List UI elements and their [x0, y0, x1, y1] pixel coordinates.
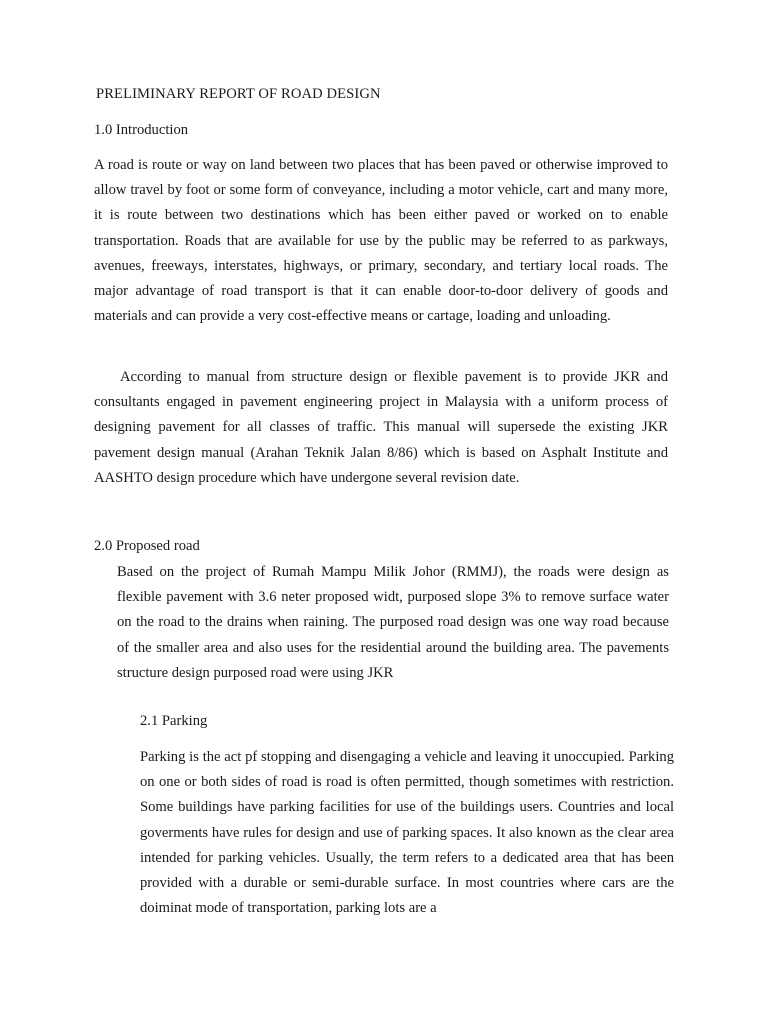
- section-heading-introduction: 1.0 Introduction: [94, 122, 189, 138]
- section-heading-parking: 2.1 Parking: [140, 713, 208, 729]
- section-heading-proposed-road: 2.0 Proposed road: [94, 538, 200, 554]
- proposed-road-paragraph: Based on the project of Rumah Mampu Milik Johor (RMMJ), the roads were design as flexible pavement with 3.6 neter proposed widt, purposed slope 3% to remove surface water on the road to the drains when raining. The purposed road design was one way road because of the smaller area and also uses for the residential around the building area. The pavements structure design purposed road were using JKR: [117, 564, 669, 681]
- introduction-paragraph-2: According to manual from structure design or flexible pavement is to provide JKR and consultants engaged in pavement engineering project in Malaysia with a uniform process of designing pavement for all classes of traffic. This manual will supersede the existing JKR pavement design manual (Arahan Teknik Jalan 8/86) which is based on Asphalt Institute and AASHTO design procedure which have undergone several revision date.: [94, 369, 668, 486]
- introduction-paragraph-1: A road is route or way on land between two places that has been paved or otherwise improved to allow travel by foot or some form of conveyance, including a motor vehicle, cart and many more, it is route between two destinations which has been either paved or worked on to enable transportation. Roads that are available for use by the public may be referred to as parkways, avenues, freeways, interstates, highways, or primary, secondary, and tertiary local roads. The major advantage of road transport is that it can enable door-to-door delivery of goods and materials and can provide a very cost-effective means or cartage, loading and unloading.: [94, 157, 668, 325]
- document-title: PRELIMINARY REPORT OF ROAD DESIGN: [96, 86, 381, 102]
- parking-paragraph: Parking is the act pf stopping and disengaging a vehicle and leaving it unoccupied. Parking on one or both sides of road is road is often permitted, though sometimes with restriction. Some buildings have parking facilities for use of the buildings users. Countries and local goverments have rules for design and use of parking spaces. It also known as the clear area intended for parking vehicles. Usually, the term refers to a dedicated area that has been provided with a durable or semi-durable surface. In most countries where cars are the doiminat mode of transportation, parking lots are a: [140, 749, 674, 917]
